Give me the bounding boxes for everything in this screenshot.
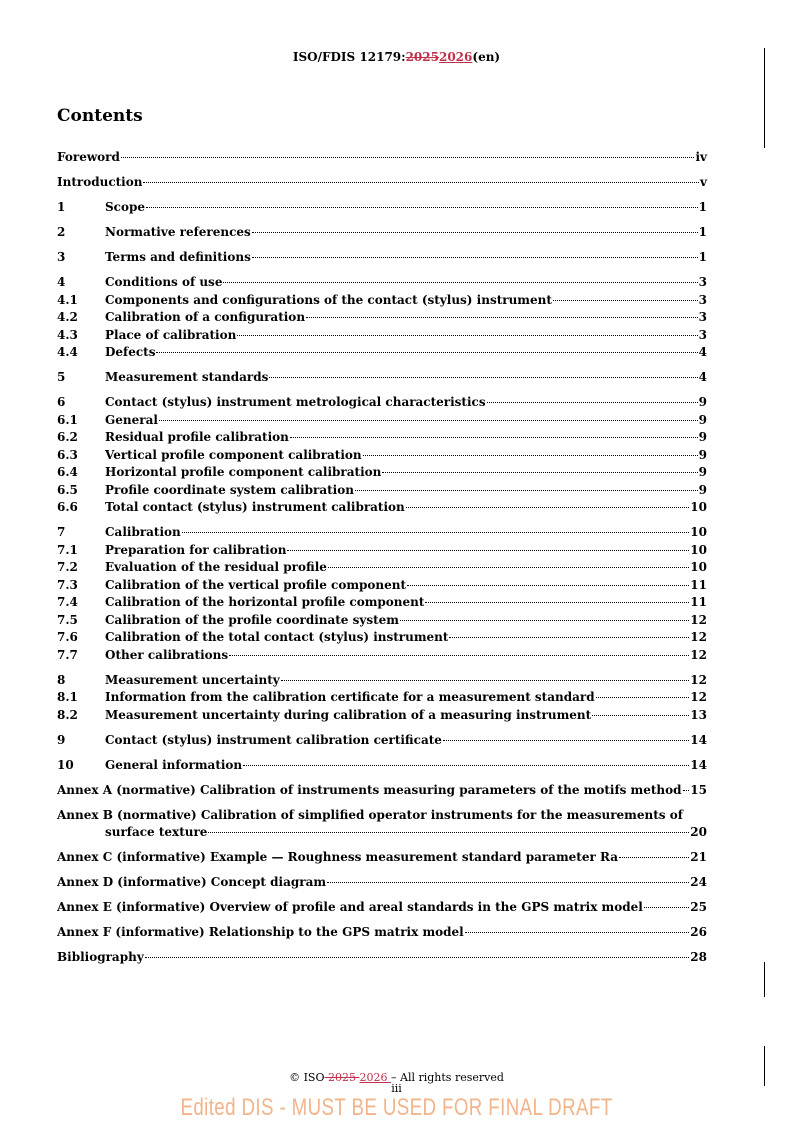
revision-bar [764,962,765,997]
toc-leader-dots [208,832,689,833]
toc-entry-title: Profile coordinate system calibration [105,482,354,497]
toc-entry-page: 4 [698,370,707,384]
toc-entry[interactable] [57,249,707,267]
toc-entry-title: Information from the calibration certificate for a measurement standard [105,690,595,704]
toc-entry-number: 8.1 [57,690,78,704]
toc-entry-number: 6.2 [57,430,78,444]
toc-entry[interactable] [57,707,707,725]
toc-leader-dots [252,232,698,233]
footer-copyright: © [289,1071,301,1084]
toc-entry-page: 12 [690,630,707,644]
toc-entry-number: 1 [57,200,66,214]
footer-rights: – All rights reserved [391,1071,504,1084]
toc-leader-dots [306,317,698,318]
toc-entry-page: 15 [690,782,707,797]
toc-entry-title: Introduction [57,175,143,189]
toc-entry-title: Annex C (informative) Example — Roughness measurement standard parameter Ra [57,850,618,864]
toc-entry-title: Measurement uncertainty during calibration of a measuring instrument [105,707,592,722]
toc-entry[interactable] [57,327,707,345]
toc-leader-dots [449,637,689,638]
toc-entry-number: 3 [57,250,66,264]
toc-entry-title: Annex E (informative) Overview of profile and areal standards in the GPS matrix model [57,900,643,914]
toc-entry-page: 9 [698,412,707,427]
toc-entry-title: Annex A (normative) Calibration of instruments measuring parameters of the motifs method [57,782,682,797]
toc-entry-number: 7.1 [57,542,78,557]
toc-leader-dots [596,697,690,698]
page-footer [0,1071,793,1094]
toc-leader-dots [400,620,689,621]
header-inserted-year: 2026 [438,50,473,64]
toc-entry-number: 7.6 [57,630,78,644]
toc-leader-dots [406,507,690,508]
toc-entry-title: Contact (stylus) instrument calibration certificate [105,732,442,747]
toc-entry[interactable] [57,482,707,500]
toc-entry[interactable] [57,464,707,482]
toc-entry-number: 6.3 [57,447,78,462]
toc-entry-number: 7.7 [57,647,78,662]
toc-leader-dots [243,765,689,766]
toc-entry-page: 12 [690,672,707,687]
toc-entry-number: 7.5 [57,612,78,627]
toc-entry[interactable] [57,949,707,967]
toc-entry-number: 6.6 [57,500,78,514]
toc-entry-title: Horizontal profile component calibration [105,465,382,479]
toc-leader-dots [363,455,698,456]
toc-entry[interactable] [57,757,707,775]
toc-entry-title: Place of calibration [105,327,237,342]
footer-deleted-year: 2025 [324,1071,360,1084]
toc-entry-page: 9 [698,395,707,409]
toc-entry-page: 10 [690,525,707,539]
toc-entry[interactable] [57,594,707,612]
toc-entry-title: Other calibrations [105,647,229,662]
draft-watermark: Edited DIS - MUST BE USED FOR FINAL DRAFT [180,1094,613,1121]
toc-entry[interactable] [57,344,707,362]
header-prefix: ISO/FDIS 12179: [292,50,406,64]
toc-entry-title: Total contact (stylus) instrument calibration [105,500,405,514]
toc-entry-title: Evaluation of the residual profile [105,560,327,574]
toc-entry-title: Measurement standards [105,370,269,384]
toc-entry-page: 9 [698,447,707,462]
toc-entry[interactable] [57,874,707,892]
toc-leader-dots [553,300,698,301]
toc-entry-title: General information [105,757,243,772]
revision-bar [764,48,765,148]
header-deleted-year: 2025 [405,50,439,64]
toc-entry-page: 12 [690,647,707,662]
toc-entry[interactable] [57,149,707,167]
toc-entry-number: 4.3 [57,327,78,342]
toc-leader-dots [143,182,699,183]
toc-entry-number: 6 [57,395,66,409]
toc-entry-page: 20 [690,825,707,839]
toc-entry-page: 21 [690,850,707,864]
toc-entry-number: 6.5 [57,482,78,497]
toc-leader-dots [327,882,689,883]
toc-entry-title: Components and configurations of the contact (stylus) instrument [105,292,552,307]
toc-entry[interactable] [57,559,707,577]
toc-entry-page: 25 [690,900,707,914]
toc-entry[interactable] [57,577,707,595]
toc-leader-dots [465,932,690,933]
toc-entry-annex-b[interactable] [57,807,707,842]
toc-entry[interactable] [57,689,707,707]
toc-entry-title-line2: surface texture [105,825,208,839]
toc-entry-page: 14 [690,732,707,747]
toc-entry-title: Calibration of the total contact (stylus) instrument [105,630,449,644]
toc-entry-number: 6.1 [57,412,78,427]
toc-leader-dots [121,157,695,158]
toc-entry-number: 4.2 [57,310,78,324]
toc-entry-number: 4 [57,275,66,289]
toc-leader-dots [619,857,689,858]
toc-entry-number: 6.4 [57,465,78,479]
toc-entry-title: Preparation for calibration [105,542,287,557]
toc-entry-page: 1 [698,200,707,214]
toc-entry[interactable] [57,447,707,465]
toc-entry[interactable] [57,274,707,292]
toc-entry-number: 7.2 [57,560,78,574]
toc-leader-dots [487,402,698,403]
toc-entry-number: 7.4 [57,595,78,609]
toc-leader-dots [223,282,697,283]
toc-entry-number: 7.3 [57,577,78,592]
toc-entry-number: 2 [57,225,66,239]
toc-leader-dots [683,790,690,791]
footer-iso: ISO [300,1071,325,1084]
toc-entry-title: Residual profile calibration [105,430,289,444]
toc-entry-page: 10 [690,500,707,514]
toc-leader-dots [425,602,689,603]
toc-entry-number: 10 [57,757,74,772]
toc-entry-title: Calibration of the horizontal profile component [105,595,425,609]
toc-entry-page: iv [695,150,707,164]
toc-entry[interactable] [57,542,707,560]
toc-leader-dots [269,377,697,378]
toc-leader-dots [159,420,698,421]
toc-entry-number: 5 [57,370,66,384]
toc-entry-page: 9 [698,482,707,497]
toc-leader-dots [355,490,698,491]
toc-entry-page: 28 [690,950,707,964]
toc-entry[interactable] [57,412,707,430]
toc-leader-dots [644,907,689,908]
toc-entry-title: Normative references [105,225,251,239]
toc-entry-title: Calibration of the profile coordinate system [105,612,399,627]
toc-entry[interactable] [57,309,707,327]
toc-entry-title: Annex D (informative) Concept diagram [57,875,327,889]
header-suffix: (en) [472,50,501,64]
toc-entry[interactable] [57,782,707,800]
toc-entry-title: Terms and definitions [105,250,251,264]
toc-leader-dots [229,655,689,656]
toc-leader-dots [287,550,689,551]
toc-leader-dots [407,585,689,586]
toc-leader-dots [146,207,698,208]
toc-entry-page: 3 [698,275,707,289]
toc-entry-title: Scope [105,200,146,214]
toc-entry-page: 14 [690,757,707,772]
toc-entry-title-line1: Annex B (normative) Calibration of simplified operator instruments for the measurements of [57,807,683,822]
toc-entry-title: General [105,412,158,427]
toc-leader-dots [290,437,698,438]
toc-entry[interactable] [57,647,707,665]
toc-entry-title: Calibration [105,525,181,539]
toc-entry-page: 1 [698,250,707,264]
toc-entry-title: Calibration of a configuration [105,310,306,324]
toc-entry[interactable] [57,612,707,630]
toc-entry-page: 11 [690,577,707,592]
toc-entry-page: 3 [698,310,707,324]
toc-entry-page: 9 [698,465,707,479]
toc-entry[interactable] [57,429,707,447]
toc-entry-number: 4.1 [57,292,78,307]
toc-entry-number: 7 [57,525,66,539]
toc-entry[interactable] [57,292,707,310]
toc-entry[interactable] [57,629,707,647]
toc-entry-title: Defects [105,345,156,359]
toc-leader-dots [592,715,689,716]
toc-leader-dots [382,472,697,473]
toc-entry-title: Vertical profile component calibration [105,447,362,462]
toc-entry[interactable] [57,224,707,242]
toc-leader-dots [328,567,689,568]
toc-entry[interactable] [57,524,707,542]
toc-entry-page: 9 [698,430,707,444]
footer-inserted-year: 2026 [359,1071,391,1084]
toc-entry-page: 10 [690,560,707,574]
toc-entry-page: 12 [690,690,707,704]
toc-entry-page: 3 [698,327,707,342]
toc-entry[interactable] [57,199,707,217]
toc-entry-page: 24 [690,875,707,889]
page-header [0,50,793,64]
toc-entry-page: 26 [690,925,707,939]
toc-entry-page: 4 [698,345,707,359]
toc-entry-title: Conditions of use [105,275,223,289]
toc-entry-page: 1 [698,225,707,239]
toc-entry[interactable] [57,369,707,387]
toc-entry-title: Calibration of the vertical profile component [105,577,407,592]
toc-leader-dots [156,352,697,353]
toc-entry-number: 9 [57,732,66,747]
toc-entry-number: 4.4 [57,345,78,359]
toc-entry-page: v [700,175,707,189]
toc-entry-page: 10 [690,542,707,557]
toc-entry-title: Annex F (informative) Relationship to the GPS matrix model [57,925,464,939]
toc-entry[interactable] [57,732,707,750]
toc-entry-title: Foreword [57,150,120,164]
toc-leader-dots [443,740,689,741]
toc-leader-dots [237,335,697,336]
toc-entry-page: 3 [698,292,707,307]
toc-entry-number: 8 [57,672,66,687]
toc-leader-dots [182,532,690,533]
toc-entry-page: 13 [690,707,707,722]
toc-leader-dots [145,957,690,958]
toc-entry-number: 8.2 [57,707,78,722]
table-of-contents [57,149,707,967]
toc-leader-dots [252,257,698,258]
toc-entry[interactable] [57,174,707,192]
toc-leader-dots [281,680,690,681]
contents-heading: Contents [57,106,143,126]
page-number: iii [391,1082,402,1095]
toc-entry-title: Measurement uncertainty [105,672,280,687]
toc-entry-page: 11 [690,595,707,609]
toc-entry[interactable] [57,672,707,690]
toc-entry[interactable] [57,849,707,867]
toc-entry[interactable] [57,924,707,942]
toc-entry[interactable] [57,394,707,412]
toc-entry-page: 12 [690,612,707,627]
toc-entry[interactable] [57,899,707,917]
toc-entry-title: Contact (stylus) instrument metrological characteristics [105,395,486,409]
toc-entry[interactable] [57,499,707,517]
toc-entry-title: Bibliography [57,950,144,964]
